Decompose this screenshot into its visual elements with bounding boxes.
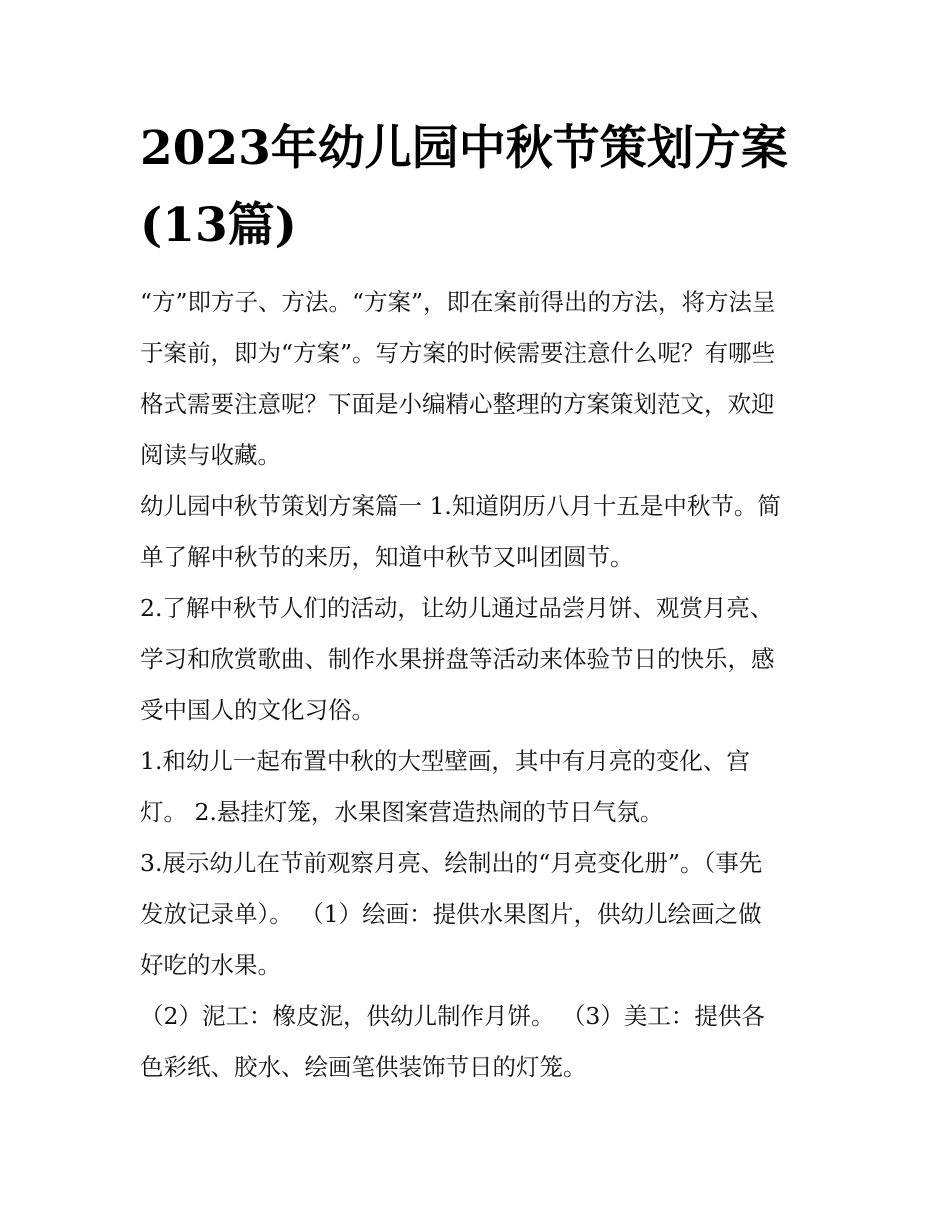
text-line: 于案前，即为“方案”。写方案的时候需要注意什么呢？有哪些 (140, 339, 776, 367)
paragraph-activities (140, 991, 830, 1093)
text-line: “方”即方子、方法。“方案”，即在案前得出的方法，将方法呈 (140, 288, 776, 316)
text-line: 格式需要注意呢？下面是小编精心整理的方案策划范文，欢迎 (140, 390, 775, 418)
document-title (140, 110, 830, 264)
paragraph-intro (140, 277, 830, 481)
text-line: （2）泥工：橡皮泥，供幼儿制作月饼。 （3）美工：提供各 (140, 1002, 765, 1030)
title-line-1: 2023年幼儿园中秋节策划方案 (140, 121, 788, 176)
title-line-2: (13篇) (140, 198, 297, 253)
text-line: 学习和欣赏歌曲、制作水果拼盘等活动来体验节日的快乐，感 (140, 645, 775, 673)
paragraph-prep-3 (140, 838, 830, 991)
paragraph-prep-1 (140, 736, 830, 838)
text-line: 1.和幼儿一起布置中秋的大型壁画，其中有月亮的变化、宫 (140, 747, 750, 775)
text-line: 灯。 2.悬挂灯笼，水果图案营造热闹的节日气氛。 (140, 798, 664, 826)
text-line: 单了解中秋节的来历，知道中秋节又叫团圆节。 (140, 543, 634, 571)
document-body (140, 277, 830, 1093)
text-line: 2.了解中秋节人们的活动，让幼儿通过品尝月饼、观赏月亮、 (140, 594, 774, 622)
text-line: 3.展示幼儿在节前观察月亮、绘制出的“月亮变化册”。（事先 (140, 849, 763, 877)
text-line: 好吃的水果。 (140, 951, 281, 979)
text-line: 幼儿园中秋节策划方案篇一 1.知道阴历八月十五是中秋节。简 (140, 492, 781, 520)
text-line: 受中国人的文化习俗。 (140, 696, 375, 724)
paragraph-goal-2 (140, 583, 830, 736)
text-line: 发放记录单）。 （1）绘画：提供水果图片，供幼儿绘画之做 (140, 900, 762, 928)
text-line: 阅读与收藏。 (140, 441, 281, 469)
text-line: 色彩纸、胶水、绘画笔供装饰节日的灯笼。 (140, 1053, 587, 1081)
paragraph-goal-1 (140, 481, 830, 583)
